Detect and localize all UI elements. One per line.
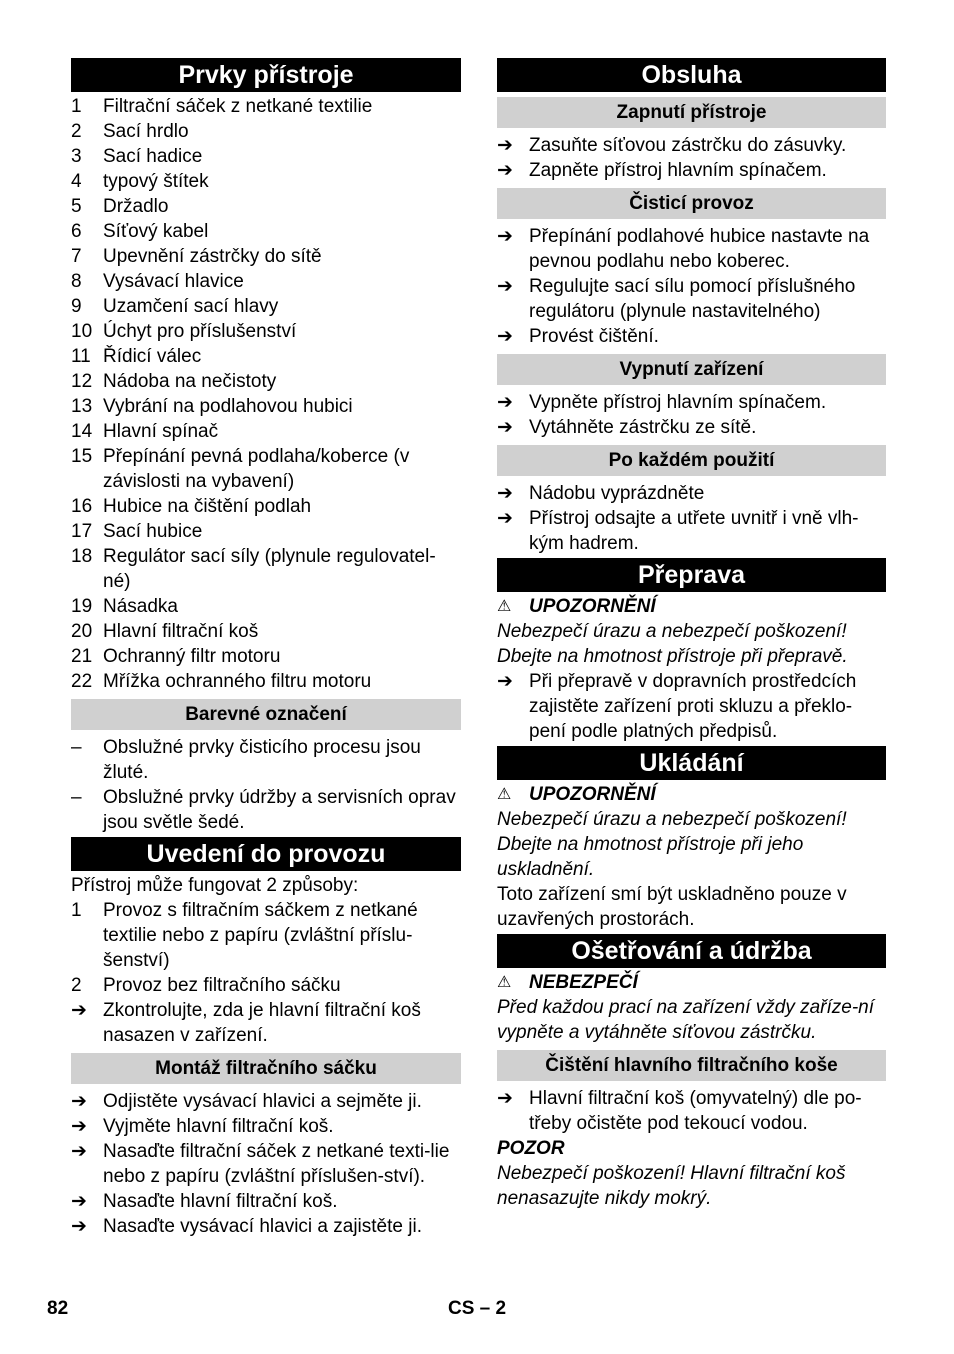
parts-list	[71, 94, 461, 694]
section-heading-preprava: Přeprava	[497, 558, 886, 592]
list-item: 8 Vysávací hlavice	[71, 271, 244, 292]
list-item: 15 Přepínání pevná podlaha/koberce (v závislosti na vybavení)	[71, 446, 410, 492]
arrow-right-icon: ➔	[497, 1088, 513, 1109]
warning-label: ⚠ UPOZORNĚNÍ	[497, 784, 656, 805]
list-item: 1 Provoz s filtračním sáčkem z netkané textilie nebo z papíru (zvláštní příslu-šenství)	[71, 900, 418, 971]
warning-icon: ⚠	[497, 598, 512, 615]
arrow-right-icon: ➔	[497, 226, 513, 247]
list-item: – Obslužné prvky údržby a servisních oprav jsou světle šedé.	[71, 787, 456, 833]
arrow-right-icon: ➔	[497, 135, 513, 156]
arrow-right-icon: ➔	[497, 160, 513, 181]
list-item: 18 Regulátor sací síly (plynule regulovatel-né)	[71, 546, 436, 592]
list-item: ➔ Zkontrolujte, zda je hlavní filtrační koš nasazen v zařízení.	[71, 1000, 421, 1046]
arrow-right-icon: ➔	[497, 508, 513, 529]
arrow-right-icon: ➔	[71, 1216, 87, 1237]
arrow-right-icon: ➔	[71, 1141, 87, 1162]
intro-text: Přístroj může fungovat 2 způsoby:	[71, 875, 359, 896]
list-item: 9 Uzamčení sací hlavy	[71, 296, 279, 317]
list-item: ➔ Nasaďte hlavní filtrační koš.	[71, 1191, 338, 1212]
list-item: 7 Upevnění zástrčky do sítě	[71, 246, 322, 267]
list-item: ➔ Zasuňte síťovou zástrčku do zásuvky.	[497, 135, 847, 156]
list-item: 3 Sací hadice	[71, 146, 203, 167]
arrow-right-icon: ➔	[497, 392, 513, 413]
warning-text: Nebezpečí úrazu a nebezpečí poškození! Dbejte na hmotnost přístroje při jeho uskladnění.	[497, 809, 847, 880]
list-item: 11 Řídicí válec	[71, 346, 202, 367]
subsection-heading-vypnuti: Vypnutí zařízení	[497, 354, 886, 385]
list-item: 2 Provoz bez filtračního sáčku	[71, 975, 341, 996]
list-item: – Obslužné prvky čisticího procesu jsou žluté.	[71, 737, 421, 783]
list-item: 13 Vybrání na podlahovou hubici	[71, 396, 353, 417]
caution-text: Nebezpečí poškození! Hlavní filtrační koš nenasazujte nikdy mokrý.	[497, 1163, 846, 1209]
list-item: 14 Hlavní spínač	[71, 421, 219, 442]
body-text: Toto zařízení smí být uskladněno pouze v uzavřených prostorách.	[497, 884, 847, 930]
list-item: ➔ Odjistěte vysávací hlavici a sejměte ji.	[71, 1091, 422, 1112]
dash-bullet: –	[71, 737, 82, 758]
warning-label: ⚠ UPOZORNĚNÍ	[497, 596, 656, 617]
list-item: 10 Úchyt pro příslušenství	[71, 321, 297, 342]
list-item: 17 Sací hubice	[71, 521, 203, 542]
list-item: 20 Hlavní filtrační koš	[71, 621, 259, 642]
arrow-right-icon: ➔	[71, 1000, 87, 1021]
subsection-heading-barevne: Barevné označení	[71, 699, 461, 730]
warning-icon: ⚠	[497, 786, 512, 803]
language-page-label: CS – 2	[448, 1298, 507, 1319]
subsection-heading-montaz: Montáž filtračního sáčku	[71, 1053, 461, 1084]
list-item: 19 Násadka	[71, 596, 178, 617]
warning-icon: ⚠	[497, 974, 512, 991]
arrow-right-icon: ➔	[497, 417, 513, 438]
list-item: 2 Sací hrdlo	[71, 121, 189, 142]
arrow-right-icon: ➔	[497, 326, 513, 347]
section-heading-osetrovani: Ošetřování a údržba	[497, 934, 886, 968]
list-item: ➔ Hlavní filtrační koš (omyvatelný) dle po-třeby očistěte pod tekoucí vodou.	[497, 1088, 862, 1134]
section-heading-obsluha: Obsluha	[497, 58, 886, 92]
right-column	[497, 58, 886, 1211]
list-item: ➔ Nasaďte filtrační sáček z netkané texti-lie nebo z papíru (zvláštní příslušen-ství).	[71, 1141, 450, 1187]
subsection-heading-cisteni: Čištění hlavního filtračního koše	[497, 1050, 886, 1081]
list-item: ➔ Nasaďte vysávací hlavici a zajistěte ji.	[71, 1216, 422, 1237]
list-item: ➔ Regulujte sací sílu pomocí příslušného regulátoru (plynule nastavitelného)	[497, 276, 856, 322]
arrow-right-icon: ➔	[71, 1116, 87, 1137]
list-item: 5 Držadlo	[71, 196, 169, 217]
arrow-right-icon: ➔	[497, 276, 513, 297]
list-item: 1 Filtrační sáček z netkané textilie	[71, 96, 373, 117]
list-item: ➔ Přístroj odsajte a utřete uvnitř i vně vlh-kým hadrem.	[497, 508, 859, 554]
arrow-right-icon: ➔	[71, 1091, 87, 1112]
list-item: 6 Síťový kabel	[71, 221, 209, 242]
subsection-heading-cistici: Čisticí provoz	[497, 188, 886, 219]
list-item: ➔ Při přepravě v dopravních prostředcích zajistěte zařízení proti skluzu a překlo-pení podle platných předpisů.	[497, 671, 857, 742]
list-item: ➔ Provést čištění.	[497, 326, 659, 347]
list-item: 16 Hubice na čištění podlah	[71, 496, 312, 517]
section-heading-uvedeni: Uvedení do provozu	[71, 837, 461, 871]
danger-label: ⚠ NEBEZPEČÍ	[497, 972, 638, 993]
section-heading-ukladani: Ukládání	[497, 746, 886, 780]
arrow-right-icon: ➔	[497, 671, 513, 692]
warning-text: Nebezpečí úrazu a nebezpečí poškození! Dbejte na hmotnost přístroje při přepravě.	[497, 621, 848, 667]
dash-bullet: –	[71, 787, 82, 808]
arrow-right-icon: ➔	[497, 483, 513, 504]
list-item: ➔ Vytáhněte zástrčku ze sítě.	[497, 417, 757, 438]
arrow-right-icon: ➔	[71, 1191, 87, 1212]
list-item: ➔ Zapněte přístroj hlavním spínačem.	[497, 160, 827, 181]
list-item: 12 Nádoba na nečistoty	[71, 371, 277, 392]
page-number: 82	[47, 1298, 69, 1319]
list-item: 22 Mřížka ochranného filtru motoru	[71, 671, 372, 692]
list-item: ➔ Vypněte přístroj hlavním spínačem.	[497, 392, 827, 413]
subsection-heading-zapnuti: Zapnutí přístroje	[497, 97, 886, 128]
caution-label: POZOR	[497, 1138, 565, 1159]
list-item: ➔ Vyjměte hlavní filtrační koš.	[71, 1116, 334, 1137]
list-item: ➔ Nádobu vyprázdněte	[497, 483, 705, 504]
list-item: 21 Ochranný filtr motoru	[71, 646, 281, 667]
list-item: ➔ Přepínání podlahové hubice nastavte na pevnou podlahu nebo koberec.	[497, 226, 870, 272]
danger-text: Před každou prací na zařízení vždy zaříze-ní vypněte a vytáhněte síťovou zástrčku.	[497, 997, 875, 1043]
left-column	[71, 58, 461, 1239]
list-item: 4 typový štítek	[71, 171, 209, 192]
subsection-heading-po: Po každém použití	[497, 445, 886, 476]
section-heading-prvky: Prvky přístroje	[71, 58, 461, 92]
